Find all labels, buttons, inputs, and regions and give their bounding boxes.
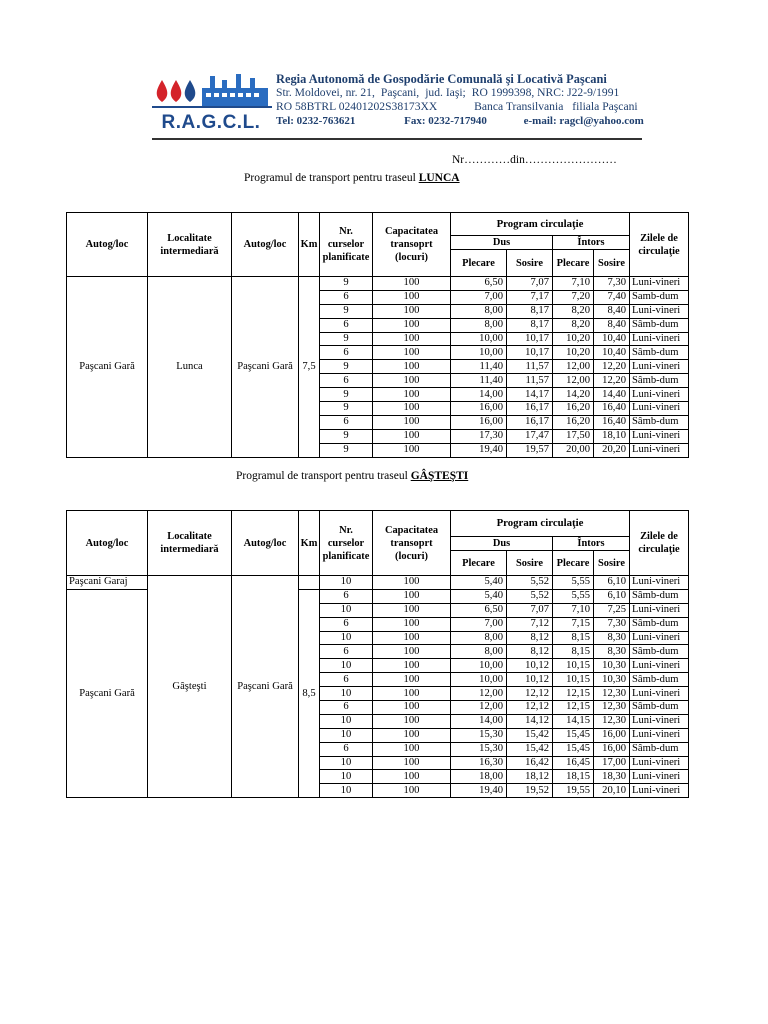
cell-dus-sosire: 16,42 xyxy=(507,756,553,770)
cell-dus-plecare: 14,00 xyxy=(451,714,507,728)
col-zilele: Zilele de circulaţie xyxy=(630,213,689,277)
cell-autog-loc-garaj: Paşcani Garaj xyxy=(67,576,148,590)
col-plecare-2: Plecare xyxy=(553,551,594,576)
cell-intors-sosire: 20,10 xyxy=(594,784,630,798)
cell-zilele: Luni-vineri xyxy=(630,429,689,443)
cell-dus-plecare: 10,00 xyxy=(451,673,507,687)
table-row xyxy=(67,576,689,590)
email: e-mail: ragcl@yahoo.com xyxy=(523,115,644,127)
cell-intors-plecare: 16,45 xyxy=(553,756,594,770)
route-title-prefix: Programul de transport pentru traseul xyxy=(236,470,408,482)
cell-capacitate: 100 xyxy=(373,415,451,429)
cell-capacitate: 100 xyxy=(373,673,451,687)
cell-capacitate: 100 xyxy=(373,742,451,756)
cell-intors-sosire: 16,00 xyxy=(594,728,630,742)
cell-dus-plecare: 11,40 xyxy=(451,374,507,388)
cell-nr-curse: 6 xyxy=(320,742,373,756)
cell-intors-sosire: 16,40 xyxy=(594,415,630,429)
cell-intors-sosire: 12,20 xyxy=(594,374,630,388)
col-zilele: Zilele de circulaţie xyxy=(630,511,689,576)
col-plecare: Plecare xyxy=(451,250,507,277)
cell-capacitate: 100 xyxy=(373,388,451,402)
cell-dus-plecare: 12,00 xyxy=(451,687,507,701)
document-number: Nr…………din…………………… xyxy=(452,154,617,166)
cell-zilele: Luni-vineri xyxy=(630,388,689,402)
col-sosire: Sosire xyxy=(507,250,553,277)
cell-intors-plecare: 10,20 xyxy=(553,346,594,360)
col-sosire: Sosire xyxy=(507,551,553,576)
cell-zilele: Luni-vineri xyxy=(630,332,689,346)
cell-km: 7,5 xyxy=(299,277,320,458)
cell-intors-plecare: 5,55 xyxy=(553,576,594,590)
cell-nr-curse: 9 xyxy=(320,443,373,457)
cell-capacitate: 100 xyxy=(373,770,451,784)
cell-intors-sosire: 7,30 xyxy=(594,617,630,631)
cell-intors-plecare: 15,45 xyxy=(553,728,594,742)
cell-capacitate: 100 xyxy=(373,687,451,701)
route-title-gastesti xyxy=(236,470,468,482)
cell-nr-curse: 10 xyxy=(320,659,373,673)
cell-intors-plecare: 8,15 xyxy=(553,631,594,645)
cell-dus-plecare: 6,50 xyxy=(451,603,507,617)
cell-intors-plecare: 8,20 xyxy=(553,318,594,332)
cell-nr-curse: 9 xyxy=(320,332,373,346)
route-title-lunca xyxy=(244,172,460,184)
address-street: Str. Moldovei, nr. 21, xyxy=(276,86,375,99)
cell-dus-sosire: 12,12 xyxy=(507,701,553,715)
cell-intors-plecare: 8,15 xyxy=(553,645,594,659)
cell-zilele: Sâmb-dum xyxy=(630,742,689,756)
bank-account: RO 58BTRL 02401202S38173XX xyxy=(276,100,438,113)
col-plecare: Plecare xyxy=(451,551,507,576)
col-nr-curse: Nr. curselor planificate xyxy=(320,213,373,277)
table-body-gastesti xyxy=(67,576,689,798)
cell-dus-plecare: 16,00 xyxy=(451,402,507,416)
cell-capacitate: 100 xyxy=(373,728,451,742)
cell-dus-sosire: 10,17 xyxy=(507,332,553,346)
cell-zilele: Luni-vineri xyxy=(630,714,689,728)
cell-nr-curse: 10 xyxy=(320,714,373,728)
cell-intors-plecare: 12,00 xyxy=(553,374,594,388)
cell-dus-plecare: 19,40 xyxy=(451,443,507,457)
cell-zilele: Sâmb-dum xyxy=(630,673,689,687)
col-autog-loc: Autog/loc xyxy=(67,511,148,576)
cell-nr-curse: 6 xyxy=(320,589,373,603)
cell-capacitate: 100 xyxy=(373,617,451,631)
cell-capacitate: 100 xyxy=(373,402,451,416)
cell-capacitate: 100 xyxy=(373,360,451,374)
cell-nr-curse: 6 xyxy=(320,374,373,388)
schedule-table-lunca xyxy=(66,212,689,458)
address-city: Paşcani, xyxy=(380,86,420,99)
cell-autog-loc: Paşcani Gară xyxy=(67,277,148,458)
cell-dus-sosire: 16,17 xyxy=(507,415,553,429)
cell-intors-sosire: 12,30 xyxy=(594,714,630,728)
cell-intors-plecare: 19,55 xyxy=(553,784,594,798)
cell-intors-sosire: 10,40 xyxy=(594,332,630,346)
cell-dus-sosire: 10,12 xyxy=(507,659,553,673)
cell-nr-curse: 6 xyxy=(320,701,373,715)
cell-dus-sosire: 8,12 xyxy=(507,631,553,645)
logo-text: R.A.G.C.L. xyxy=(161,112,261,133)
cell-nr-curse: 10 xyxy=(320,756,373,770)
cell-dus-plecare: 8,00 xyxy=(451,304,507,318)
cell-dus-sosire: 14,17 xyxy=(507,388,553,402)
company-contact xyxy=(276,114,646,128)
cell-dus-plecare: 5,40 xyxy=(451,576,507,590)
cell-dus-sosire: 7,07 xyxy=(507,603,553,617)
col-dus: Dus xyxy=(451,236,553,250)
col-km: Km xyxy=(299,511,320,576)
cell-intors-sosire: 10,30 xyxy=(594,673,630,687)
cell-zilele: Luni-vineri xyxy=(630,402,689,416)
cell-capacitate: 100 xyxy=(373,304,451,318)
cell-nr-curse: 6 xyxy=(320,617,373,631)
cell-intors-sosire: 6,10 xyxy=(594,576,630,590)
letterhead xyxy=(152,72,644,140)
cell-capacitate: 100 xyxy=(373,756,451,770)
cell-capacitate: 100 xyxy=(373,589,451,603)
col-capacitate: Capacitatea transoprt (locuri) xyxy=(373,511,451,576)
cell-capacitate: 100 xyxy=(373,701,451,715)
cell-autog-loc-2: Paşcani Gară xyxy=(232,576,299,798)
cell-intors-sosire: 8,30 xyxy=(594,645,630,659)
cell-nr-curse: 6 xyxy=(320,346,373,360)
cell-dus-sosire: 15,42 xyxy=(507,742,553,756)
route-title-name: GÂŞTEŞTI xyxy=(410,470,469,482)
cell-intors-plecare: 12,15 xyxy=(553,687,594,701)
cell-dus-sosire: 11,57 xyxy=(507,360,553,374)
cell-intors-plecare: 7,20 xyxy=(553,290,594,304)
col-autog-loc: Autog/loc xyxy=(67,213,148,277)
bank-branch: filiala Paşcani xyxy=(572,100,638,113)
cell-nr-curse: 10 xyxy=(320,687,373,701)
cell-capacitate: 100 xyxy=(373,277,451,291)
cell-dus-sosire: 11,57 xyxy=(507,374,553,388)
cell-capacitate: 100 xyxy=(373,645,451,659)
cell-intors-plecare: 7,10 xyxy=(553,603,594,617)
cell-intors-plecare: 16,20 xyxy=(553,415,594,429)
cell-dus-sosire: 10,12 xyxy=(507,673,553,687)
cell-dus-plecare: 18,00 xyxy=(451,770,507,784)
cell-intors-sosire: 8,40 xyxy=(594,318,630,332)
cell-intors-sosire: 8,40 xyxy=(594,304,630,318)
cell-intors-sosire: 8,30 xyxy=(594,631,630,645)
cell-nr-curse: 10 xyxy=(320,728,373,742)
col-km: Km xyxy=(299,213,320,277)
cell-zilele: Luni-vineri xyxy=(630,770,689,784)
col-autog-loc-2: Autog/loc xyxy=(232,511,299,576)
cell-zilele: Luni-vineri xyxy=(630,659,689,673)
cell-dus-sosire: 12,12 xyxy=(507,687,553,701)
cell-capacitate: 100 xyxy=(373,576,451,590)
cell-zilele: Luni-vineri xyxy=(630,728,689,742)
cell-intors-sosire: 7,40 xyxy=(594,290,630,304)
cell-dus-plecare: 7,00 xyxy=(451,617,507,631)
cell-intors-plecare: 10,15 xyxy=(553,659,594,673)
cell-intors-plecare: 10,15 xyxy=(553,673,594,687)
cell-dus-plecare: 19,40 xyxy=(451,784,507,798)
cell-dus-plecare: 5,40 xyxy=(451,589,507,603)
cell-nr-curse: 9 xyxy=(320,388,373,402)
col-sosire-2: Sosire xyxy=(594,250,630,277)
col-intors: Întors xyxy=(553,236,630,250)
cell-dus-plecare: 8,00 xyxy=(451,318,507,332)
cell-nr-curse: 9 xyxy=(320,277,373,291)
cell-zilele: Luni-vineri xyxy=(630,784,689,798)
cell-intors-plecare: 7,15 xyxy=(553,617,594,631)
cell-intors-sosire: 6,10 xyxy=(594,589,630,603)
cell-intors-sosire: 17,00 xyxy=(594,756,630,770)
cell-dus-plecare: 8,00 xyxy=(451,645,507,659)
header-divider xyxy=(152,138,642,140)
cell-intors-sosire: 12,20 xyxy=(594,360,630,374)
cell-nr-curse: 6 xyxy=(320,673,373,687)
cell-nr-curse: 10 xyxy=(320,631,373,645)
cell-localitate: Lunca xyxy=(148,277,232,458)
address-county: jud. Iaşi; xyxy=(425,86,466,99)
cell-dus-plecare: 15,30 xyxy=(451,742,507,756)
cell-intors-plecare: 12,00 xyxy=(553,360,594,374)
cell-dus-sosire: 7,07 xyxy=(507,277,553,291)
phone: Tel: 0232-763621 xyxy=(276,115,356,127)
cell-intors-sosire: 20,20 xyxy=(594,443,630,457)
cell-intors-sosire: 12,30 xyxy=(594,687,630,701)
cell-zilele: Luni-vineri xyxy=(630,277,689,291)
schedule-table-gastesti xyxy=(66,510,689,798)
cell-dus-plecare: 17,30 xyxy=(451,429,507,443)
cell-zilele: Luni-vineri xyxy=(630,443,689,457)
cell-dus-plecare: 8,00 xyxy=(451,631,507,645)
table-body-lunca xyxy=(67,277,689,458)
col-dus: Dus xyxy=(451,537,553,551)
cell-nr-curse: 10 xyxy=(320,603,373,617)
col-plecare-2: Plecare xyxy=(553,250,594,277)
cell-km: 8,5 xyxy=(299,589,320,797)
cell-localitate: Gâşteşti xyxy=(148,576,232,798)
cell-dus-sosire: 10,17 xyxy=(507,346,553,360)
cell-dus-sosire: 8,17 xyxy=(507,318,553,332)
company-bank xyxy=(276,100,646,114)
company-logo xyxy=(152,72,272,138)
cell-dus-sosire: 14,12 xyxy=(507,714,553,728)
company-name: Regia Autonomă de Gospodărie Comunală şi Locativă Paşcani xyxy=(276,72,607,86)
cell-dus-sosire: 5,52 xyxy=(507,576,553,590)
col-autog-loc-2: Autog/loc xyxy=(232,213,299,277)
cell-intors-sosire: 7,25 xyxy=(594,603,630,617)
cell-zilele: Luni-vineri xyxy=(630,756,689,770)
col-intors: Întors xyxy=(553,537,630,551)
cell-intors-plecare: 17,50 xyxy=(553,429,594,443)
company-address xyxy=(276,86,646,100)
cell-zilele: Sâmb-dum xyxy=(630,645,689,659)
route-title-name: LUNCA xyxy=(418,172,460,184)
cell-zilele: Luni-vineri xyxy=(630,360,689,374)
col-sosire-2: Sosire xyxy=(594,551,630,576)
cell-intors-sosire: 10,40 xyxy=(594,346,630,360)
cell-nr-curse: 10 xyxy=(320,770,373,784)
cell-intors-plecare: 16,20 xyxy=(553,402,594,416)
cell-dus-sosire: 19,52 xyxy=(507,784,553,798)
cell-nr-curse: 9 xyxy=(320,304,373,318)
cell-intors-plecare: 18,15 xyxy=(553,770,594,784)
cell-nr-curse: 9 xyxy=(320,360,373,374)
cell-zilele: Sâmb-dum xyxy=(630,589,689,603)
cell-dus-sosire: 8,17 xyxy=(507,304,553,318)
cell-zilele: Luni-vineri xyxy=(630,304,689,318)
cell-intors-sosire: 10,30 xyxy=(594,659,630,673)
cell-intors-plecare: 20,00 xyxy=(553,443,594,457)
cell-intors-plecare: 5,55 xyxy=(553,589,594,603)
cell-dus-sosire: 7,17 xyxy=(507,290,553,304)
cell-nr-curse: 9 xyxy=(320,429,373,443)
cell-capacitate: 100 xyxy=(373,443,451,457)
cell-dus-plecare: 7,00 xyxy=(451,290,507,304)
cell-dus-plecare: 16,30 xyxy=(451,756,507,770)
cell-dus-sosire: 8,12 xyxy=(507,645,553,659)
cell-capacitate: 100 xyxy=(373,346,451,360)
company-info xyxy=(276,72,646,128)
cell-capacitate: 100 xyxy=(373,603,451,617)
table-row xyxy=(67,277,689,291)
cell-intors-sosire: 12,30 xyxy=(594,701,630,715)
fax: Fax: 0232-717940 xyxy=(404,115,487,127)
col-localitate: Localitate intermediară xyxy=(148,511,232,576)
col-nr-curse: Nr. curselor planificate xyxy=(320,511,373,576)
cell-capacitate: 100 xyxy=(373,290,451,304)
cell-intors-sosire: 18,30 xyxy=(594,770,630,784)
cell-capacitate: 100 xyxy=(373,659,451,673)
cell-dus-plecare: 11,40 xyxy=(451,360,507,374)
cell-intors-plecare: 14,15 xyxy=(553,714,594,728)
cell-dus-sosire: 5,52 xyxy=(507,589,553,603)
route-title-prefix: Programul de transport pentru traseul xyxy=(244,172,416,184)
registry: RO 1999398, NRC: J22-9/1991 xyxy=(471,86,620,99)
cell-dus-sosire: 19,57 xyxy=(507,443,553,457)
cell-intors-plecare: 14,20 xyxy=(553,388,594,402)
cell-km-empty xyxy=(299,576,320,590)
cell-zilele: Sâmb-dum xyxy=(630,346,689,360)
cell-intors-sosire: 7,30 xyxy=(594,277,630,291)
col-program: Program circulaţie xyxy=(451,213,630,236)
col-capacitate: Capacitatea transoprt (locuri) xyxy=(373,213,451,277)
cell-intors-sosire: 16,40 xyxy=(594,402,630,416)
cell-autog-loc-2: Paşcani Gară xyxy=(232,277,299,458)
cell-zilele: Sâmb-dum xyxy=(630,415,689,429)
cell-zilele: Sâmb-dum xyxy=(630,701,689,715)
cell-dus-sosire: 15,42 xyxy=(507,728,553,742)
cell-intors-plecare: 7,10 xyxy=(553,277,594,291)
cell-dus-plecare: 10,00 xyxy=(451,332,507,346)
cell-capacitate: 100 xyxy=(373,332,451,346)
cell-intors-sosire: 16,00 xyxy=(594,742,630,756)
cell-zilele: Samb-dum xyxy=(630,290,689,304)
cell-dus-plecare: 16,00 xyxy=(451,415,507,429)
cell-nr-curse: 10 xyxy=(320,576,373,590)
cell-intors-plecare: 15,45 xyxy=(553,742,594,756)
bank-name: Banca Transilvania xyxy=(474,100,564,113)
cell-nr-curse: 6 xyxy=(320,645,373,659)
cell-intors-sosire: 18,10 xyxy=(594,429,630,443)
col-localitate: Localitate intermediară xyxy=(148,213,232,277)
cell-intors-sosire: 14,40 xyxy=(594,388,630,402)
col-program: Program circulaţie xyxy=(451,511,630,537)
cell-dus-sosire: 7,12 xyxy=(507,617,553,631)
cell-capacitate: 100 xyxy=(373,318,451,332)
cell-dus-plecare: 10,00 xyxy=(451,659,507,673)
factory-drops-icon xyxy=(152,72,272,116)
cell-nr-curse: 9 xyxy=(320,402,373,416)
cell-zilele: Sâmb-dum xyxy=(630,318,689,332)
cell-dus-sosire: 18,12 xyxy=(507,770,553,784)
cell-dus-plecare: 14,00 xyxy=(451,388,507,402)
cell-zilele: Luni-vineri xyxy=(630,603,689,617)
cell-zilele: Sâmb-dum xyxy=(630,617,689,631)
cell-nr-curse: 6 xyxy=(320,290,373,304)
cell-autog-loc: Paşcani Gară xyxy=(67,589,148,797)
cell-intors-plecare: 12,15 xyxy=(553,701,594,715)
cell-zilele: Luni-vineri xyxy=(630,631,689,645)
cell-dus-sosire: 17,47 xyxy=(507,429,553,443)
cell-nr-curse: 6 xyxy=(320,318,373,332)
cell-capacitate: 100 xyxy=(373,714,451,728)
cell-nr-curse: 6 xyxy=(320,415,373,429)
cell-capacitate: 100 xyxy=(373,631,451,645)
cell-capacitate: 100 xyxy=(373,429,451,443)
cell-intors-plecare: 10,20 xyxy=(553,332,594,346)
cell-dus-plecare: 10,00 xyxy=(451,346,507,360)
cell-zilele: Luni-vineri xyxy=(630,576,689,590)
cell-dus-plecare: 15,30 xyxy=(451,728,507,742)
cell-dus-sosire: 16,17 xyxy=(507,402,553,416)
cell-zilele: Sâmb-dum xyxy=(630,374,689,388)
cell-intors-plecare: 8,20 xyxy=(553,304,594,318)
cell-capacitate: 100 xyxy=(373,374,451,388)
cell-zilele: Luni-vineri xyxy=(630,687,689,701)
cell-dus-plecare: 6,50 xyxy=(451,277,507,291)
cell-dus-plecare: 12,00 xyxy=(451,701,507,715)
cell-nr-curse: 10 xyxy=(320,784,373,798)
cell-capacitate: 100 xyxy=(373,784,451,798)
